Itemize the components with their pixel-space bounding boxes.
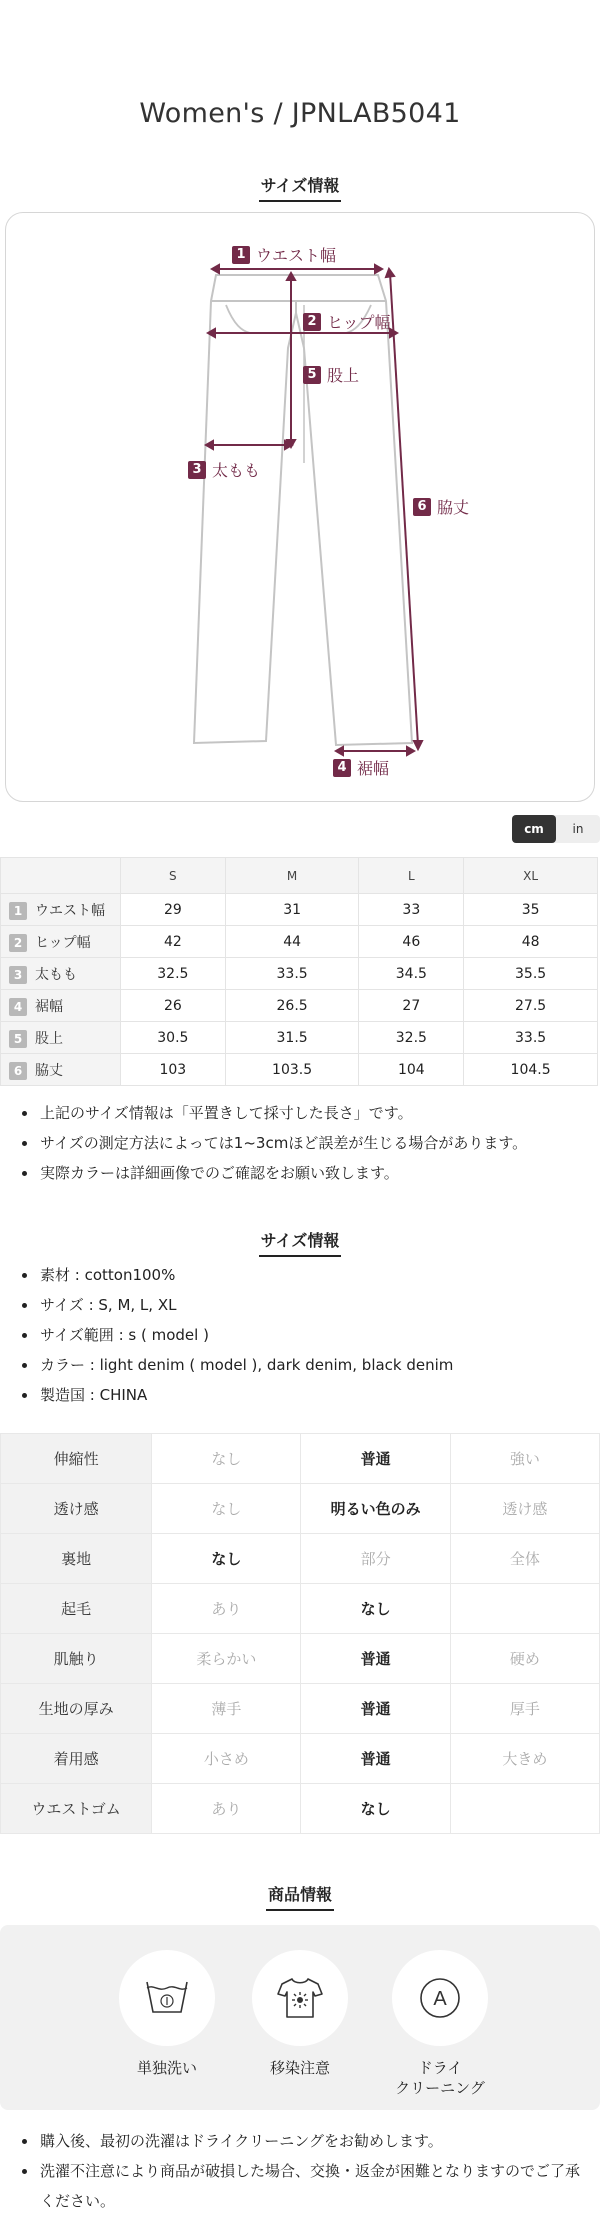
list-item: 実際カラーは詳細画像でのご確認をお願い致します。 bbox=[18, 1158, 588, 1188]
hem-arrow-left bbox=[336, 747, 343, 755]
product-specs-list bbox=[18, 1260, 588, 1410]
table-cell: 33.5 bbox=[225, 958, 359, 990]
attribute-label: 起毛 bbox=[1, 1584, 152, 1634]
hand-wash-icon bbox=[119, 1950, 215, 2046]
info-section-title: サイズ情報 bbox=[259, 1228, 342, 1257]
size-table-header-row bbox=[1, 858, 598, 894]
table-row bbox=[1, 1634, 600, 1684]
attribute-option: 硬め bbox=[450, 1634, 599, 1684]
care-label: ドライ クリーニング bbox=[395, 2059, 485, 2097]
size-header-l: L bbox=[359, 858, 464, 894]
table-cell: 103.5 bbox=[225, 1054, 359, 1086]
diagram-label-hem: 4 裾幅 bbox=[333, 756, 389, 779]
attribute-label: 裏地 bbox=[1, 1534, 152, 1584]
row-label: 6 脇丈 bbox=[1, 1054, 121, 1086]
attribute-label: ウエストゴム bbox=[1, 1784, 152, 1834]
attribute-option-selected: なし bbox=[152, 1534, 301, 1584]
attribute-label: 生地の厚み bbox=[1, 1684, 152, 1734]
table-cell: 26 bbox=[121, 990, 226, 1022]
size-section-heading bbox=[0, 173, 600, 202]
table-cell: 44 bbox=[225, 926, 359, 958]
table-cell: 32.5 bbox=[121, 958, 226, 990]
list-item: サイズ : S, M, L, XL bbox=[18, 1290, 588, 1320]
attribute-option-selected: 普通 bbox=[301, 1634, 450, 1684]
table-cell: 103 bbox=[121, 1054, 226, 1086]
attribute-option: 厚手 bbox=[450, 1684, 599, 1734]
hem-arrow-right bbox=[407, 747, 414, 755]
row-label: 2 ヒップ幅 bbox=[1, 926, 121, 958]
list-item: 素材 : cotton100% bbox=[18, 1260, 588, 1290]
attribute-option-selected: 普通 bbox=[301, 1734, 450, 1784]
attribute-option-selected: 明るい色のみ bbox=[301, 1484, 450, 1534]
care-item-dry-clean bbox=[385, 1950, 495, 2098]
attribute-option: 全体 bbox=[450, 1534, 599, 1584]
pants-outline bbox=[194, 275, 412, 745]
attribute-option-selected: なし bbox=[301, 1584, 450, 1634]
care-item-hand-wash bbox=[112, 1950, 222, 2078]
row-label: 5 股上 bbox=[1, 1022, 121, 1054]
attribute-option: なし bbox=[152, 1434, 301, 1484]
size-notes-list bbox=[18, 1098, 588, 1188]
list-item: 上記のサイズ情報は「平置きして採寸した長さ」です。 bbox=[18, 1098, 588, 1128]
outseam-arrow-bottom bbox=[414, 741, 422, 749]
color-transfer-icon bbox=[252, 1950, 348, 2046]
attribute-label: 伸縮性 bbox=[1, 1434, 152, 1484]
table-row bbox=[1, 958, 598, 990]
table-row bbox=[1, 1784, 600, 1834]
table-cell: 31.5 bbox=[225, 1022, 359, 1054]
waist-arrow-right bbox=[375, 265, 382, 273]
attribute-option: 小さめ bbox=[152, 1734, 301, 1784]
table-row bbox=[1, 1022, 598, 1054]
table-cell: 46 bbox=[359, 926, 464, 958]
table-cell: 30.5 bbox=[121, 1022, 226, 1054]
diagram-label-rise: 5 股上 bbox=[303, 363, 359, 386]
product-info-title: 商品情報 bbox=[266, 1882, 334, 1911]
outseam-arrow-top bbox=[386, 269, 394, 277]
attribute-label: 着用感 bbox=[1, 1734, 152, 1784]
care-panel bbox=[0, 1925, 600, 2110]
attribute-option bbox=[450, 1584, 599, 1634]
diagram-label-waist: 1 ウエスト幅 bbox=[232, 243, 336, 266]
pants-illustration bbox=[6, 213, 596, 803]
waist-arrow-left bbox=[212, 265, 219, 273]
attribute-option: 強い bbox=[450, 1434, 599, 1484]
attribute-option: 大きめ bbox=[450, 1734, 599, 1784]
table-cell: 29 bbox=[121, 894, 226, 926]
list-item: 洗濯不注意により商品が破損した場合、交換・返金が困難となりますのでご了承ください。 bbox=[18, 2156, 590, 2216]
row-label: 4 裾幅 bbox=[1, 990, 121, 1022]
unit-toggle[interactable] bbox=[512, 815, 600, 843]
size-header-s: S bbox=[121, 858, 226, 894]
size-table bbox=[0, 857, 598, 1086]
row-label: 1 ウエスト幅 bbox=[1, 894, 121, 926]
table-row bbox=[1, 1734, 600, 1784]
table-cell: 33 bbox=[359, 894, 464, 926]
attribute-option: 部分 bbox=[301, 1534, 450, 1584]
attribute-option: 透け感 bbox=[450, 1484, 599, 1534]
attribute-label: 透け感 bbox=[1, 1484, 152, 1534]
unit-cm-button[interactable]: cm bbox=[512, 815, 556, 843]
table-cell: 35 bbox=[464, 894, 598, 926]
care-notes-list bbox=[18, 2126, 590, 2216]
size-table-corner bbox=[1, 858, 121, 894]
table-row bbox=[1, 926, 598, 958]
table-row bbox=[1, 1684, 600, 1734]
list-item: サイズ範囲 : s ( model ) bbox=[18, 1320, 588, 1350]
attribute-option bbox=[450, 1784, 599, 1834]
row-label: 3 太もも bbox=[1, 958, 121, 990]
size-header-xl: XL bbox=[464, 858, 598, 894]
svg-text:A: A bbox=[433, 1988, 447, 2010]
list-item: 購入後、最初の洗濯はドライクリーニングをお勧めします。 bbox=[18, 2126, 590, 2156]
table-cell: 34.5 bbox=[359, 958, 464, 990]
product-info-heading bbox=[0, 1882, 600, 1911]
table-row bbox=[1, 1584, 600, 1634]
size-diagram bbox=[5, 212, 595, 802]
size-header-m: M bbox=[225, 858, 359, 894]
table-row bbox=[1, 1434, 600, 1484]
table-cell: 33.5 bbox=[464, 1022, 598, 1054]
size-section-title: サイズ情報 bbox=[259, 173, 342, 202]
page-title: Women's / JPNLAB5041 bbox=[139, 98, 461, 129]
attribute-option: あり bbox=[152, 1584, 301, 1634]
table-cell: 26.5 bbox=[225, 990, 359, 1022]
table-cell: 104 bbox=[359, 1054, 464, 1086]
unit-in-button[interactable]: in bbox=[572, 822, 584, 836]
attribute-option-selected: なし bbox=[301, 1784, 450, 1834]
table-cell: 27 bbox=[359, 990, 464, 1022]
table-cell: 104.5 bbox=[464, 1054, 598, 1086]
diagram-label-outseam: 6 脇丈 bbox=[413, 495, 469, 518]
attribute-label: 肌触り bbox=[1, 1634, 152, 1684]
care-item-color-transfer bbox=[245, 1950, 355, 2078]
info-section-heading bbox=[0, 1228, 600, 1257]
table-row bbox=[1, 1054, 598, 1086]
diagram-label-thigh: 3 太もも bbox=[188, 458, 260, 481]
list-item: 製造国 : CHINA bbox=[18, 1380, 588, 1410]
attribute-option: 柔らかい bbox=[152, 1634, 301, 1684]
thigh-arrow-left bbox=[206, 441, 213, 449]
table-cell: 32.5 bbox=[359, 1022, 464, 1054]
table-cell: 31 bbox=[225, 894, 359, 926]
table-cell: 35.5 bbox=[464, 958, 598, 990]
list-item: カラー : light denim ( model ), dark denim, black denim bbox=[18, 1350, 588, 1380]
table-row bbox=[1, 990, 598, 1022]
table-cell: 48 bbox=[464, 926, 598, 958]
care-label: 移染注意 bbox=[269, 2059, 330, 2077]
attribute-option-selected: 普通 bbox=[301, 1684, 450, 1734]
list-item: サイズの測定方法によっては1~3cmほど誤差が生じる場合があります。 bbox=[18, 1128, 588, 1158]
diagram-label-hip: 2 ヒップ幅 bbox=[303, 310, 391, 333]
table-row bbox=[1, 1484, 600, 1534]
table-row bbox=[1, 1534, 600, 1584]
dry-clean-icon bbox=[392, 1950, 488, 2046]
left-pocket-line bbox=[226, 305, 250, 333]
table-cell: 42 bbox=[121, 926, 226, 958]
attribute-option-selected: 普通 bbox=[301, 1434, 450, 1484]
table-row bbox=[1, 894, 598, 926]
fabric-attributes-table bbox=[0, 1433, 600, 1834]
care-label: 単独洗い bbox=[136, 2059, 197, 2077]
attribute-option: 薄手 bbox=[152, 1684, 301, 1734]
attribute-option: あり bbox=[152, 1784, 301, 1834]
attribute-option: なし bbox=[152, 1484, 301, 1534]
table-cell: 27.5 bbox=[464, 990, 598, 1022]
